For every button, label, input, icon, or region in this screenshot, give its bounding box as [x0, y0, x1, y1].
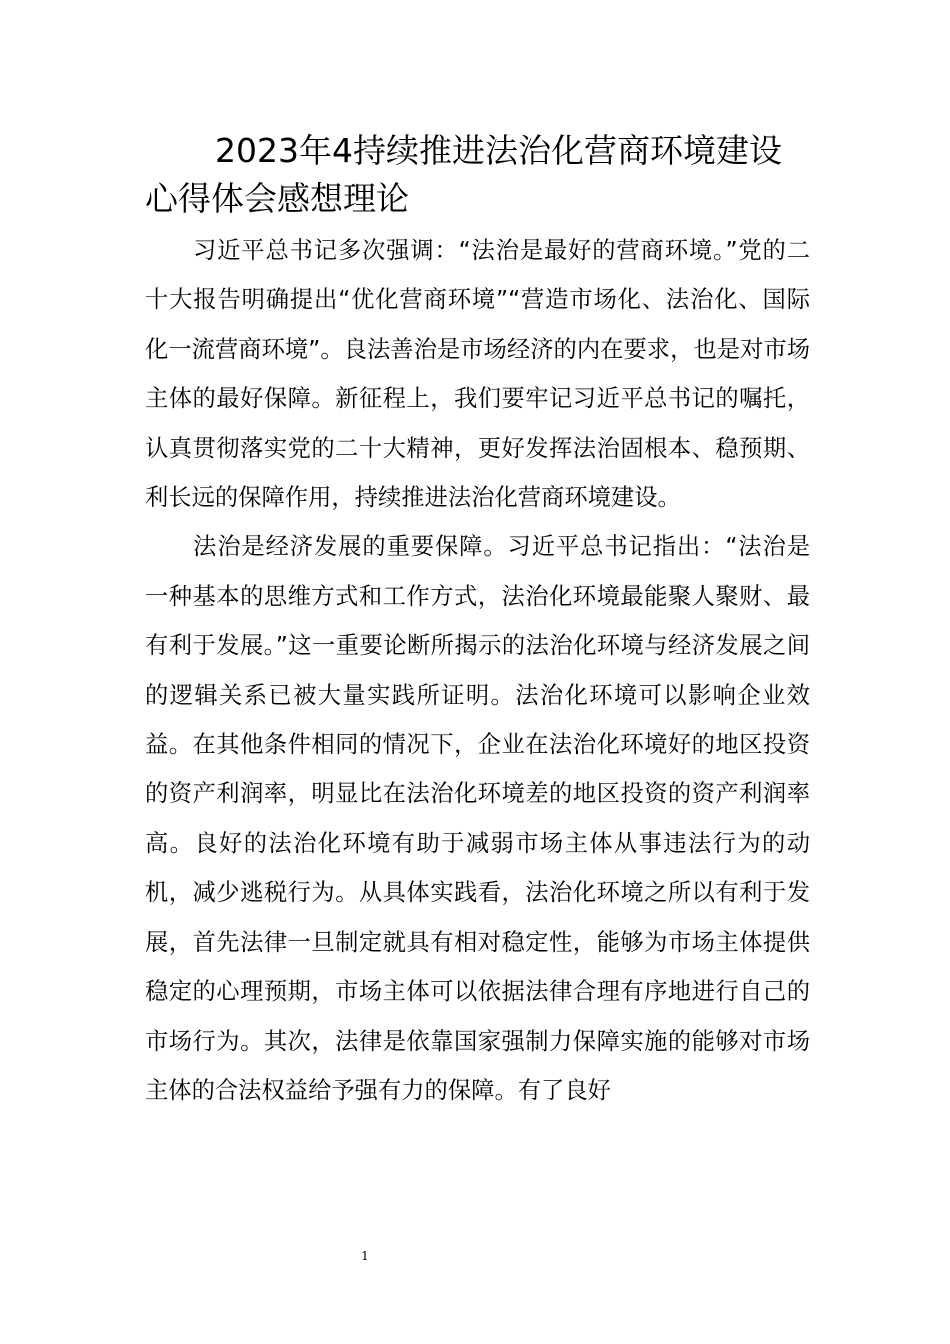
document-title: 2023年4持续推进法治化营商环境建设心得体会感想理论 — [145, 131, 782, 218]
document-body — [145, 226, 810, 1115]
paragraph-2: 法治是经济发展的重要保障。习近平总书记指出：“法治是一种基本的思维方式和工作方式，法治化环境最能聚人聚财、最有利于发展。”这一重要论断所揭示的法治化环境与经济发展之间的逻辑关系已被大量实践所证明。法治化环境可以影响企业效益。在其他条件相同的情况下，企业在法治化环境好的地区投资的资产利润率，明显比在法治化环境差的地区投资的资产利润率高。良好的法治化环境有助于减弱市场主体从事违法行为的动机，减少逃税行为。从具体实践看，法治化环境之所以有利于发展，首先法律一旦制定就具有相对稳定性，能够为市场主体提供稳定的心理预期，市场主体可以依据法律合理有序地进行自己的市场行为。其次，法律是依靠国家强制力保障实施的能够对市场主体的合法权益给予强有力的保障。有了良好 — [145, 533, 810, 1104]
page-number: 1 — [361, 1249, 369, 1263]
paragraph-1: 习近平总书记多次强调：“法治是最好的营商环境。”党的二十大报告明确提出“优化营商环境”“营造市场化、法治化、国际化一流营商环境”。良法善治是市场经济的内在要求，也是对市场主体的最好保障。新征程上，我们要牢记习近平总书记的嘱托，认真贯彻落实党的二十大精神，更好发挥法治固根本、稳预期、利长远的保障作用，持续推进法治化营商环境建设。 — [145, 237, 810, 512]
